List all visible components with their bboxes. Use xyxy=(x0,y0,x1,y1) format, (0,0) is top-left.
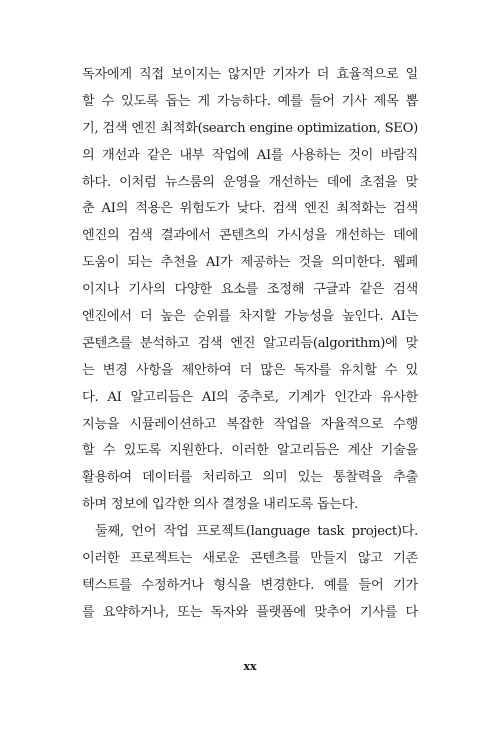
text-line: 의 개선과 같은 내부 작업에 AI를 사용하는 것이 바람직 xyxy=(82,147,418,163)
text-line: 할 수 있도록 지원한다. 이러한 알고리듬은 계산 기술을 xyxy=(82,443,418,459)
text-line: 둘째, 언어 작업 프로젝트(language task project)다. xyxy=(95,524,418,540)
text-line: 콘텐츠를 분석하고 검색 엔진 알고리듬(algorithm)에 맞 xyxy=(82,335,418,351)
text-line: 이지나 기사의 다양한 요소를 조정해 구글과 같은 검색 xyxy=(82,282,418,298)
text-line: 하다. 이처럼 뉴스룸의 운영을 개선하는 데에 초점을 맞 xyxy=(82,174,418,190)
text-line: 하며 정보에 입각한 의사 결정을 내리도록 돕는다. xyxy=(82,497,359,513)
text-line: 는 변경 사항을 제안하여 더 많은 독자를 유치할 수 있 xyxy=(82,362,418,378)
text-line: 도움이 되는 추천을 AI가 제공하는 것을 의미한다. 웹페 xyxy=(82,255,418,271)
text-line: 를 요약하거나, 또는 독자와 플랫폼에 맞추어 기사를 다 xyxy=(82,604,418,620)
text-line: 텍스트를 수정하거나 형식을 변경한다. 예를 들어 기가 xyxy=(82,577,418,593)
text-line: 춘 AI의 적용은 위험도가 낮다. 검색 엔진 최적화는 검색 xyxy=(82,201,418,217)
body-text xyxy=(82,62,418,627)
text-line: 엔진의 검색 결과에서 콘텐츠의 가시성을 개선하는 데에 xyxy=(82,228,418,244)
text-line: 독자에게 직접 보이지는 않지만 기자가 더 효율적으로 일 xyxy=(82,67,418,82)
text-line: 다. AI 알고리듬은 AI의 중추로, 기계가 인간과 유사한 xyxy=(82,389,418,405)
text-line: 할 수 있도록 돕는 게 가능하다. 예를 들어 기사 제목 뽑 xyxy=(82,93,418,109)
text-line: 엔진에서 더 높은 순위를 차지할 가능성을 높인다. AI는 xyxy=(82,309,418,325)
page-number: xx xyxy=(243,660,257,673)
text-line: 이러한 프로젝트는 새로운 콘텐츠를 만들지 않고 기존 xyxy=(82,551,418,567)
text-line: 지능을 시뮬레이션하고 복잡한 작업을 자율적으로 수행 xyxy=(82,416,418,432)
text-line: 활용하여 데이터를 처리하고 의미 있는 통찰력을 추출 xyxy=(82,470,418,486)
text-line: 기, 검색 엔진 최적화(search engine optimization, SEO) xyxy=(82,120,418,136)
